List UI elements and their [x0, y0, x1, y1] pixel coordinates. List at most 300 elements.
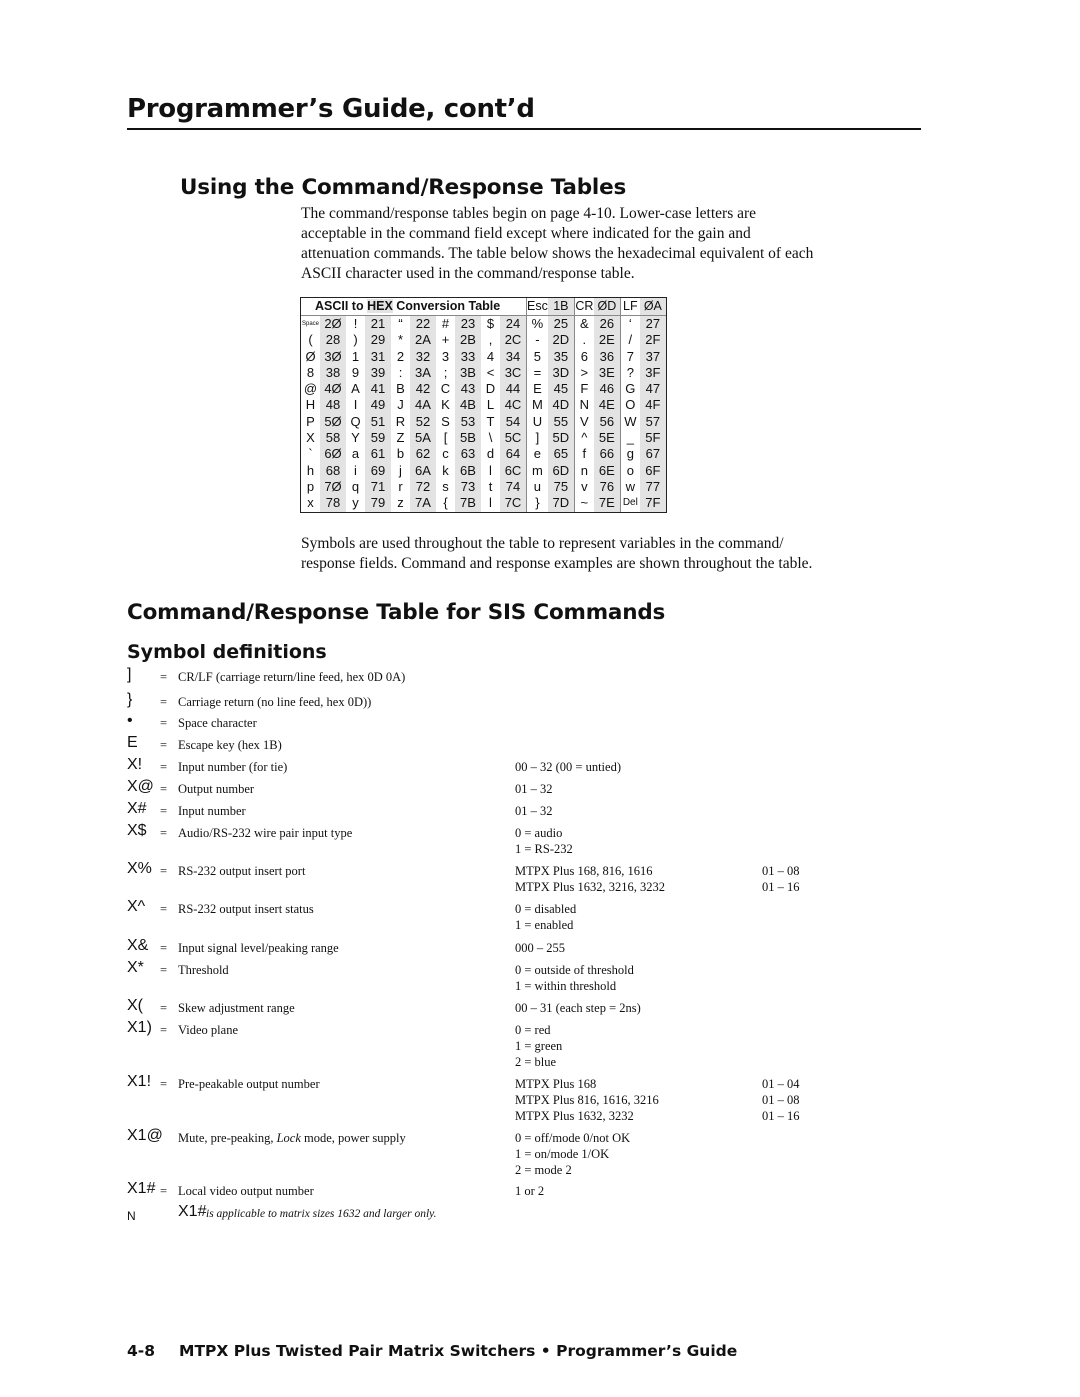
ascii-hex: 4A	[410, 397, 436, 413]
symbol-equals: =	[160, 670, 168, 684]
symbol-range: 01 – 08	[762, 864, 800, 878]
symbol-range: 01 – 04	[762, 1077, 800, 1091]
ascii-hex: 48	[320, 397, 346, 413]
ascii-char: 1	[351, 348, 360, 364]
symbol-description: Space character	[178, 716, 257, 730]
ascii-hex: 2F	[640, 332, 666, 348]
ascii-char: .	[574, 332, 594, 348]
symbol-value: 1 = enabled	[515, 918, 574, 932]
ascii-hex: ØD	[594, 298, 621, 316]
symbol-value: MTPX Plus 1632, 3232	[515, 1109, 634, 1123]
ascii-hex: 38	[320, 365, 346, 381]
symbol-value: 01 – 32	[515, 782, 553, 796]
ascii-char: V	[574, 414, 594, 430]
ascii-char: 5	[527, 349, 548, 365]
ascii-table-row	[301, 316, 666, 333]
symbol-value: 0 = red	[515, 1023, 551, 1037]
ascii-char: b	[396, 446, 405, 462]
ascii-char: x	[307, 495, 314, 511]
ascii-char: ,	[488, 332, 493, 348]
ascii-char: !	[353, 316, 358, 331]
ascii-char: >	[574, 365, 594, 381]
symbol-value: 0 = outside of threshold	[515, 963, 634, 977]
symbol-range: 01 – 16	[762, 880, 800, 894]
symbol-value: 0 = audio	[515, 826, 563, 840]
ascii-char: ;	[443, 364, 448, 380]
ascii-hex: 51	[365, 414, 391, 430]
ascii-hex: 21	[365, 316, 391, 333]
ascii-hex: 34	[500, 349, 527, 365]
ascii-hex: 36	[594, 349, 621, 365]
ascii-table-title	[301, 298, 527, 316]
ascii-char: :	[398, 364, 403, 380]
ascii-char: 2	[396, 348, 405, 364]
ascii-char: R	[395, 413, 406, 429]
symbol-glyph: ]	[127, 666, 132, 683]
ascii-char: N	[574, 397, 594, 413]
ascii-hex: 6Ø	[320, 446, 346, 462]
ascii-hex: 31	[365, 349, 391, 365]
section-title-command-response-tables: Using the Command/Response Tables	[180, 175, 627, 200]
ascii-char: _	[620, 430, 640, 446]
ascii-char: %	[527, 316, 548, 333]
ascii-char: O	[620, 397, 640, 413]
ascii-char: l	[489, 462, 492, 478]
ascii-hex: 2E	[594, 332, 621, 348]
symbol-value: MTPX Plus 168, 816, 1616	[515, 864, 653, 878]
symbol-value: 01 – 32	[515, 804, 553, 818]
ascii-hex: 6F	[640, 463, 666, 479]
description-part: Mute, pre-peaking,	[178, 1131, 277, 1145]
ascii-hex: 6B	[455, 463, 481, 479]
ascii-char: 3	[441, 348, 450, 364]
ascii-char: +	[441, 332, 450, 348]
symbol-value: 00 – 32 (00 = untied)	[515, 760, 621, 774]
symbol-description: RS-232 output insert status	[178, 902, 314, 916]
ascii-hex: 68	[320, 463, 346, 479]
symbol-description: Skew adjustment range	[178, 1001, 295, 1015]
ascii-char: n	[574, 463, 594, 479]
ascii-hex: 2B	[455, 332, 481, 348]
symbol-glyph: X&	[127, 937, 149, 954]
ascii-char: W	[620, 414, 640, 430]
ascii-hex: 3C	[500, 365, 527, 381]
page-footer	[127, 1342, 737, 1360]
ascii-char: F	[574, 381, 594, 397]
ascii-char: “	[398, 316, 403, 331]
ascii-char: )	[353, 332, 358, 348]
ascii-table-row	[301, 332, 666, 348]
ascii-char: Y	[351, 430, 360, 446]
ascii-hex: 55	[548, 414, 575, 430]
ascii-char: E	[527, 381, 548, 397]
ascii-char: t	[488, 478, 493, 494]
ascii-hex: 72	[410, 479, 436, 495]
ascii-hex: 44	[500, 381, 527, 397]
ascii-char: z	[397, 495, 404, 511]
ascii-char: ?	[620, 365, 640, 381]
page-title: Programmer’s Guide, cont’d	[127, 94, 535, 124]
note-text: is applicable to matrix sizes 1632 and larger only.	[206, 1208, 437, 1220]
intro-line: The command/response tables begin on page 4-10. Lower-case letters are	[301, 205, 757, 222]
ascii-hex: 39	[365, 365, 391, 381]
footer-text: MTPX Plus Twisted Pair Matrix Switchers • Programmer’s Guide	[179, 1342, 738, 1360]
ascii-hex: 3F	[640, 365, 666, 381]
symbol-description: CR/LF (carriage return/line feed, hex 0D 0A)	[178, 670, 406, 684]
ascii-char: $	[486, 316, 495, 331]
symbol-value: 1 = within threshold	[515, 979, 617, 993]
ascii-table-row	[301, 495, 666, 511]
symbol-description: Output number	[178, 782, 255, 796]
ascii-hex: 2Ø	[320, 316, 346, 333]
ascii-hex-conversion-table	[300, 297, 667, 513]
symbol-value: 00 – 31 (each step = 2ns)	[515, 1001, 641, 1015]
ascii-char: =	[527, 365, 548, 381]
symbol-glyph: X(	[127, 997, 143, 1014]
ascii-hex: 43	[455, 381, 481, 397]
ascii-char: Z	[396, 430, 405, 446]
ascii-char: U	[527, 414, 548, 430]
ascii-hex: 7Ø	[320, 479, 346, 495]
ascii-char: ‘	[620, 316, 640, 333]
symbol-description: Video plane	[178, 1023, 238, 1037]
symbol-range: 01 – 08	[762, 1093, 800, 1107]
ascii-hex: 25	[548, 316, 575, 333]
ascii-char: e	[527, 446, 548, 462]
ascii-char: C	[440, 381, 451, 397]
symbol-glyph: E	[127, 734, 138, 751]
ascii-hex: 78	[320, 495, 346, 511]
ascii-char: (	[308, 332, 313, 348]
ascii-hex: 5B	[455, 430, 481, 446]
ascii-hex: 66	[594, 446, 621, 462]
ascii-hex: 4D	[548, 397, 575, 413]
ascii-char: a	[351, 446, 360, 462]
ascii-table-row	[301, 381, 666, 397]
ascii-hex: 6E	[594, 463, 621, 479]
symbol-value: 1 = green	[515, 1039, 563, 1053]
ascii-hex: 56	[594, 414, 621, 430]
ascii-char: Q	[350, 413, 361, 429]
ascii-char: p	[306, 478, 315, 494]
ascii-char: ]	[527, 430, 548, 446]
symbol-value: 000 – 255	[515, 941, 565, 955]
ascii-char: #	[441, 316, 450, 331]
ascii-hex: 4F	[640, 397, 666, 413]
ascii-hex: 6C	[500, 463, 527, 479]
ascii-hex: 2C	[500, 332, 527, 348]
symbol-value: 1 = RS-232	[515, 842, 573, 856]
ascii-char: [	[443, 430, 448, 446]
ascii-char: <	[486, 364, 495, 380]
ascii-char: P	[306, 413, 315, 429]
ascii-char: k	[442, 462, 449, 478]
ascii-hex: 61	[365, 446, 391, 462]
symbol-value: MTPX Plus 816, 1616, 3216	[515, 1093, 659, 1107]
symbol-glyph: X1)	[127, 1019, 152, 1036]
ascii-hex: 5F	[640, 430, 666, 446]
ascii-hex: 77	[640, 479, 666, 495]
ascii-char: CR	[574, 298, 594, 316]
ascii-hex: 28	[320, 332, 346, 348]
ascii-char: h	[306, 462, 315, 478]
ascii-hex: 22	[410, 316, 436, 333]
description-part: mode, power supply	[300, 1131, 406, 1145]
ascii-char: l	[489, 495, 492, 511]
ascii-hex: 59	[365, 430, 391, 446]
ascii-char: Ø	[305, 348, 316, 364]
ascii-hex: 63	[455, 446, 481, 462]
ascii-char: u	[527, 479, 548, 495]
ascii-hex: 46	[594, 381, 621, 397]
page-number: 4-8	[127, 1342, 156, 1360]
ascii-hex: 4E	[594, 397, 621, 413]
symbol-glyph: X#	[127, 800, 147, 817]
ascii-char: G	[620, 381, 640, 397]
ascii-char: K	[441, 397, 450, 413]
symbol-description: Threshold	[178, 963, 229, 977]
ascii-hex: 4C	[500, 397, 527, 413]
ascii-hex: 79	[365, 495, 391, 511]
symbol-equals: =	[160, 1001, 168, 1015]
symbol-value: 1 = on/mode 1/OK	[515, 1147, 610, 1161]
title-part: Conversion Table	[392, 299, 501, 314]
ascii-table-row	[301, 463, 666, 479]
note-line: response fields. Command and response examples are shown throughout the table.	[301, 555, 813, 572]
symbol-equals: =	[160, 804, 168, 818]
intro-line: ASCII character used in the command/response table.	[301, 265, 635, 282]
ascii-char: 7	[620, 349, 640, 365]
ascii-char: `	[308, 446, 313, 462]
ascii-table-row	[301, 349, 666, 365]
intro-line: attenuation commands. The table below shows the hexadecimal equivalent of each	[301, 245, 814, 262]
ascii-hex: 5D	[548, 430, 575, 446]
symbol-value: 0 = disabled	[515, 902, 577, 916]
ascii-hex: 45	[548, 381, 575, 397]
ascii-char: 4	[486, 348, 495, 364]
ascii-hex: 7E	[594, 495, 621, 511]
symbol-glyph: X^	[127, 898, 146, 915]
ascii-char: A	[351, 381, 360, 397]
ascii-char: w	[620, 479, 640, 495]
ascii-char: }	[527, 495, 548, 511]
symbol-description: Input number	[178, 804, 246, 818]
ascii-hex: 73	[455, 479, 481, 495]
note-marker: N	[127, 1209, 136, 1223]
ascii-char: D	[485, 381, 496, 397]
symbol-description: Pre-peakable output number	[178, 1077, 320, 1091]
ascii-hex: 29	[365, 332, 391, 348]
ascii-hex: 4B	[455, 397, 481, 413]
ascii-hex: 2A	[410, 332, 436, 348]
ascii-char: J	[397, 397, 404, 413]
ascii-hex: 32	[410, 349, 436, 365]
ascii-char: -	[527, 332, 548, 348]
ascii-hex: 65	[548, 446, 575, 462]
ascii-char: o	[620, 463, 640, 479]
symbol-glyph: •	[127, 712, 133, 729]
ascii-table-row	[301, 365, 666, 381]
ascii-hex: 35	[548, 349, 575, 365]
ascii-table-row	[301, 430, 666, 446]
ascii-hex: 5C	[500, 430, 527, 446]
ascii-char: f	[574, 446, 594, 462]
ascii-char: Del	[620, 495, 640, 511]
ascii-char: q	[351, 478, 360, 494]
symbol-description: Local video output number	[178, 1184, 314, 1198]
ascii-char: Space	[301, 321, 319, 327]
symbol-equals: =	[160, 1077, 168, 1091]
ascii-table-row	[301, 479, 666, 495]
description-part: Lock	[276, 1131, 301, 1145]
ascii-char: *	[397, 332, 404, 348]
symbols-note-paragraph	[301, 534, 812, 574]
ascii-hex: 5A	[410, 430, 436, 446]
title-hex: HEX	[367, 299, 393, 314]
ascii-table-row	[301, 414, 666, 430]
ascii-hex: 3D	[548, 365, 575, 381]
symbol-value: 0 = off/mode 0/not OK	[515, 1131, 631, 1145]
intro-line: acceptable in the command field except where indicated for the gain and	[301, 225, 751, 242]
ascii-hex: 7F	[640, 495, 666, 511]
symbol-glyph: X*	[127, 959, 144, 976]
ascii-hex: 27	[640, 316, 666, 333]
symbol-description: Carriage return (no line feed, hex 0D))	[178, 695, 372, 709]
ascii-hex: 24	[500, 316, 527, 333]
ascii-hex: 26	[594, 316, 621, 333]
symbol-glyph: X1#	[127, 1180, 156, 1197]
ascii-hex: 2D	[548, 332, 575, 348]
ascii-char: 9	[351, 364, 360, 380]
ascii-char: M	[527, 397, 548, 413]
ascii-hex: 3B	[455, 365, 481, 381]
ascii-hex: 1B	[548, 298, 575, 316]
ascii-char: I	[353, 397, 358, 413]
ascii-hex: 3A	[410, 365, 436, 381]
symbol-description: Escape key (hex 1B)	[178, 738, 282, 752]
ascii-hex: 49	[365, 397, 391, 413]
ascii-char: 8	[306, 364, 315, 380]
ascii-hex: 7B	[455, 495, 481, 511]
ascii-hex: 7C	[500, 495, 527, 511]
note-line: Symbols are used throughout the table to represent variables in the command/	[301, 535, 784, 552]
header-rule	[127, 128, 921, 130]
ascii-char: LF	[620, 298, 640, 316]
ascii-char: ^	[574, 430, 594, 446]
ascii-char: g	[620, 446, 640, 462]
ascii-hex: 64	[500, 446, 527, 462]
symbol-value: 1 or 2	[515, 1184, 545, 1198]
ascii-char: c	[442, 446, 449, 462]
symbol-glyph: X$	[127, 822, 147, 839]
ascii-hex: 37	[640, 349, 666, 365]
note-symbol: X1#	[178, 1203, 207, 1220]
ascii-char: j	[399, 462, 402, 478]
symbol-equals: =	[160, 716, 168, 730]
symbol-description: Input signal level/peaking range	[178, 941, 339, 955]
ascii-hex: 6D	[548, 463, 575, 479]
ascii-hex: 7D	[548, 495, 575, 511]
symbol-equals: =	[160, 902, 168, 916]
ascii-hex: 42	[410, 381, 436, 397]
ascii-char: 6	[574, 349, 594, 365]
ascii-hex: 33	[455, 349, 481, 365]
ascii-hex: 76	[594, 479, 621, 495]
symbol-equals: =	[160, 782, 168, 796]
ascii-char: {	[443, 495, 448, 511]
symbol-value: 2 = blue	[515, 1055, 557, 1069]
ascii-hex: 7A	[410, 495, 436, 511]
ascii-hex: 4Ø	[320, 381, 346, 397]
symbol-glyph: X1@	[127, 1127, 163, 1144]
ascii-hex: 52	[410, 414, 436, 430]
ascii-char: L	[486, 397, 495, 413]
ascii-char: r	[398, 478, 403, 494]
ascii-char: ~	[574, 495, 594, 511]
ascii-hex: 75	[548, 479, 575, 495]
title-part: ASCII to	[315, 299, 368, 314]
ascii-char: i	[354, 462, 357, 478]
symbol-equals: =	[160, 864, 168, 878]
intro-paragraph	[301, 204, 813, 284]
ascii-hex: 53	[455, 414, 481, 430]
ascii-hex: 3E	[594, 365, 621, 381]
section-title-sis-commands: Command/Response Table for SIS Commands	[127, 600, 666, 625]
symbol-equals: =	[160, 1023, 168, 1037]
ascii-char: \	[488, 430, 493, 446]
symbol-value: MTPX Plus 168	[515, 1077, 597, 1091]
ascii-char: y	[352, 495, 359, 511]
symbol-equals: =	[160, 1184, 168, 1198]
ascii-table-header	[301, 298, 666, 316]
ascii-char: d	[486, 446, 495, 462]
ascii-hex: 23	[455, 316, 481, 333]
ascii-hex: 67	[640, 446, 666, 462]
symbol-glyph: X%	[127, 860, 152, 877]
symbol-description: Input number (for tie)	[178, 760, 288, 774]
symbol-value: 2 = mode 2	[515, 1163, 572, 1177]
ascii-hex: 5E	[594, 430, 621, 446]
ascii-char: @	[303, 381, 318, 397]
symbol-equals: =	[160, 826, 168, 840]
symbol-description	[178, 1131, 406, 1146]
ascii-char: m	[527, 463, 548, 479]
symbol-glyph: X1!	[127, 1073, 152, 1090]
symbol-glyph: }	[127, 691, 133, 708]
symbol-equals: =	[160, 738, 168, 752]
ascii-hex: 57	[640, 414, 666, 430]
ascii-hex: 58	[320, 430, 346, 446]
ascii-hex: 74	[500, 479, 527, 495]
subsection-title-symbol-definitions: Symbol definitions	[127, 641, 327, 663]
ascii-hex: 5Ø	[320, 414, 346, 430]
ascii-char: S	[441, 413, 450, 429]
symbol-range: 01 – 16	[762, 1109, 800, 1123]
symbol-glyph: X!	[127, 756, 143, 773]
ascii-char: &	[574, 316, 594, 333]
ascii-hex: ØA	[640, 298, 666, 316]
ascii-hex: 54	[500, 414, 527, 430]
ascii-hex: 3Ø	[320, 349, 346, 365]
symbol-equals: =	[160, 760, 168, 774]
symbol-description: RS-232 output insert port	[178, 864, 306, 878]
symbol-value: MTPX Plus 1632, 3216, 3232	[515, 880, 666, 894]
ascii-table-row	[301, 397, 666, 413]
symbol-equals: =	[160, 695, 168, 709]
symbol-glyph: X@	[127, 778, 154, 795]
ascii-hex: 62	[410, 446, 436, 462]
ascii-char: T	[486, 413, 495, 429]
